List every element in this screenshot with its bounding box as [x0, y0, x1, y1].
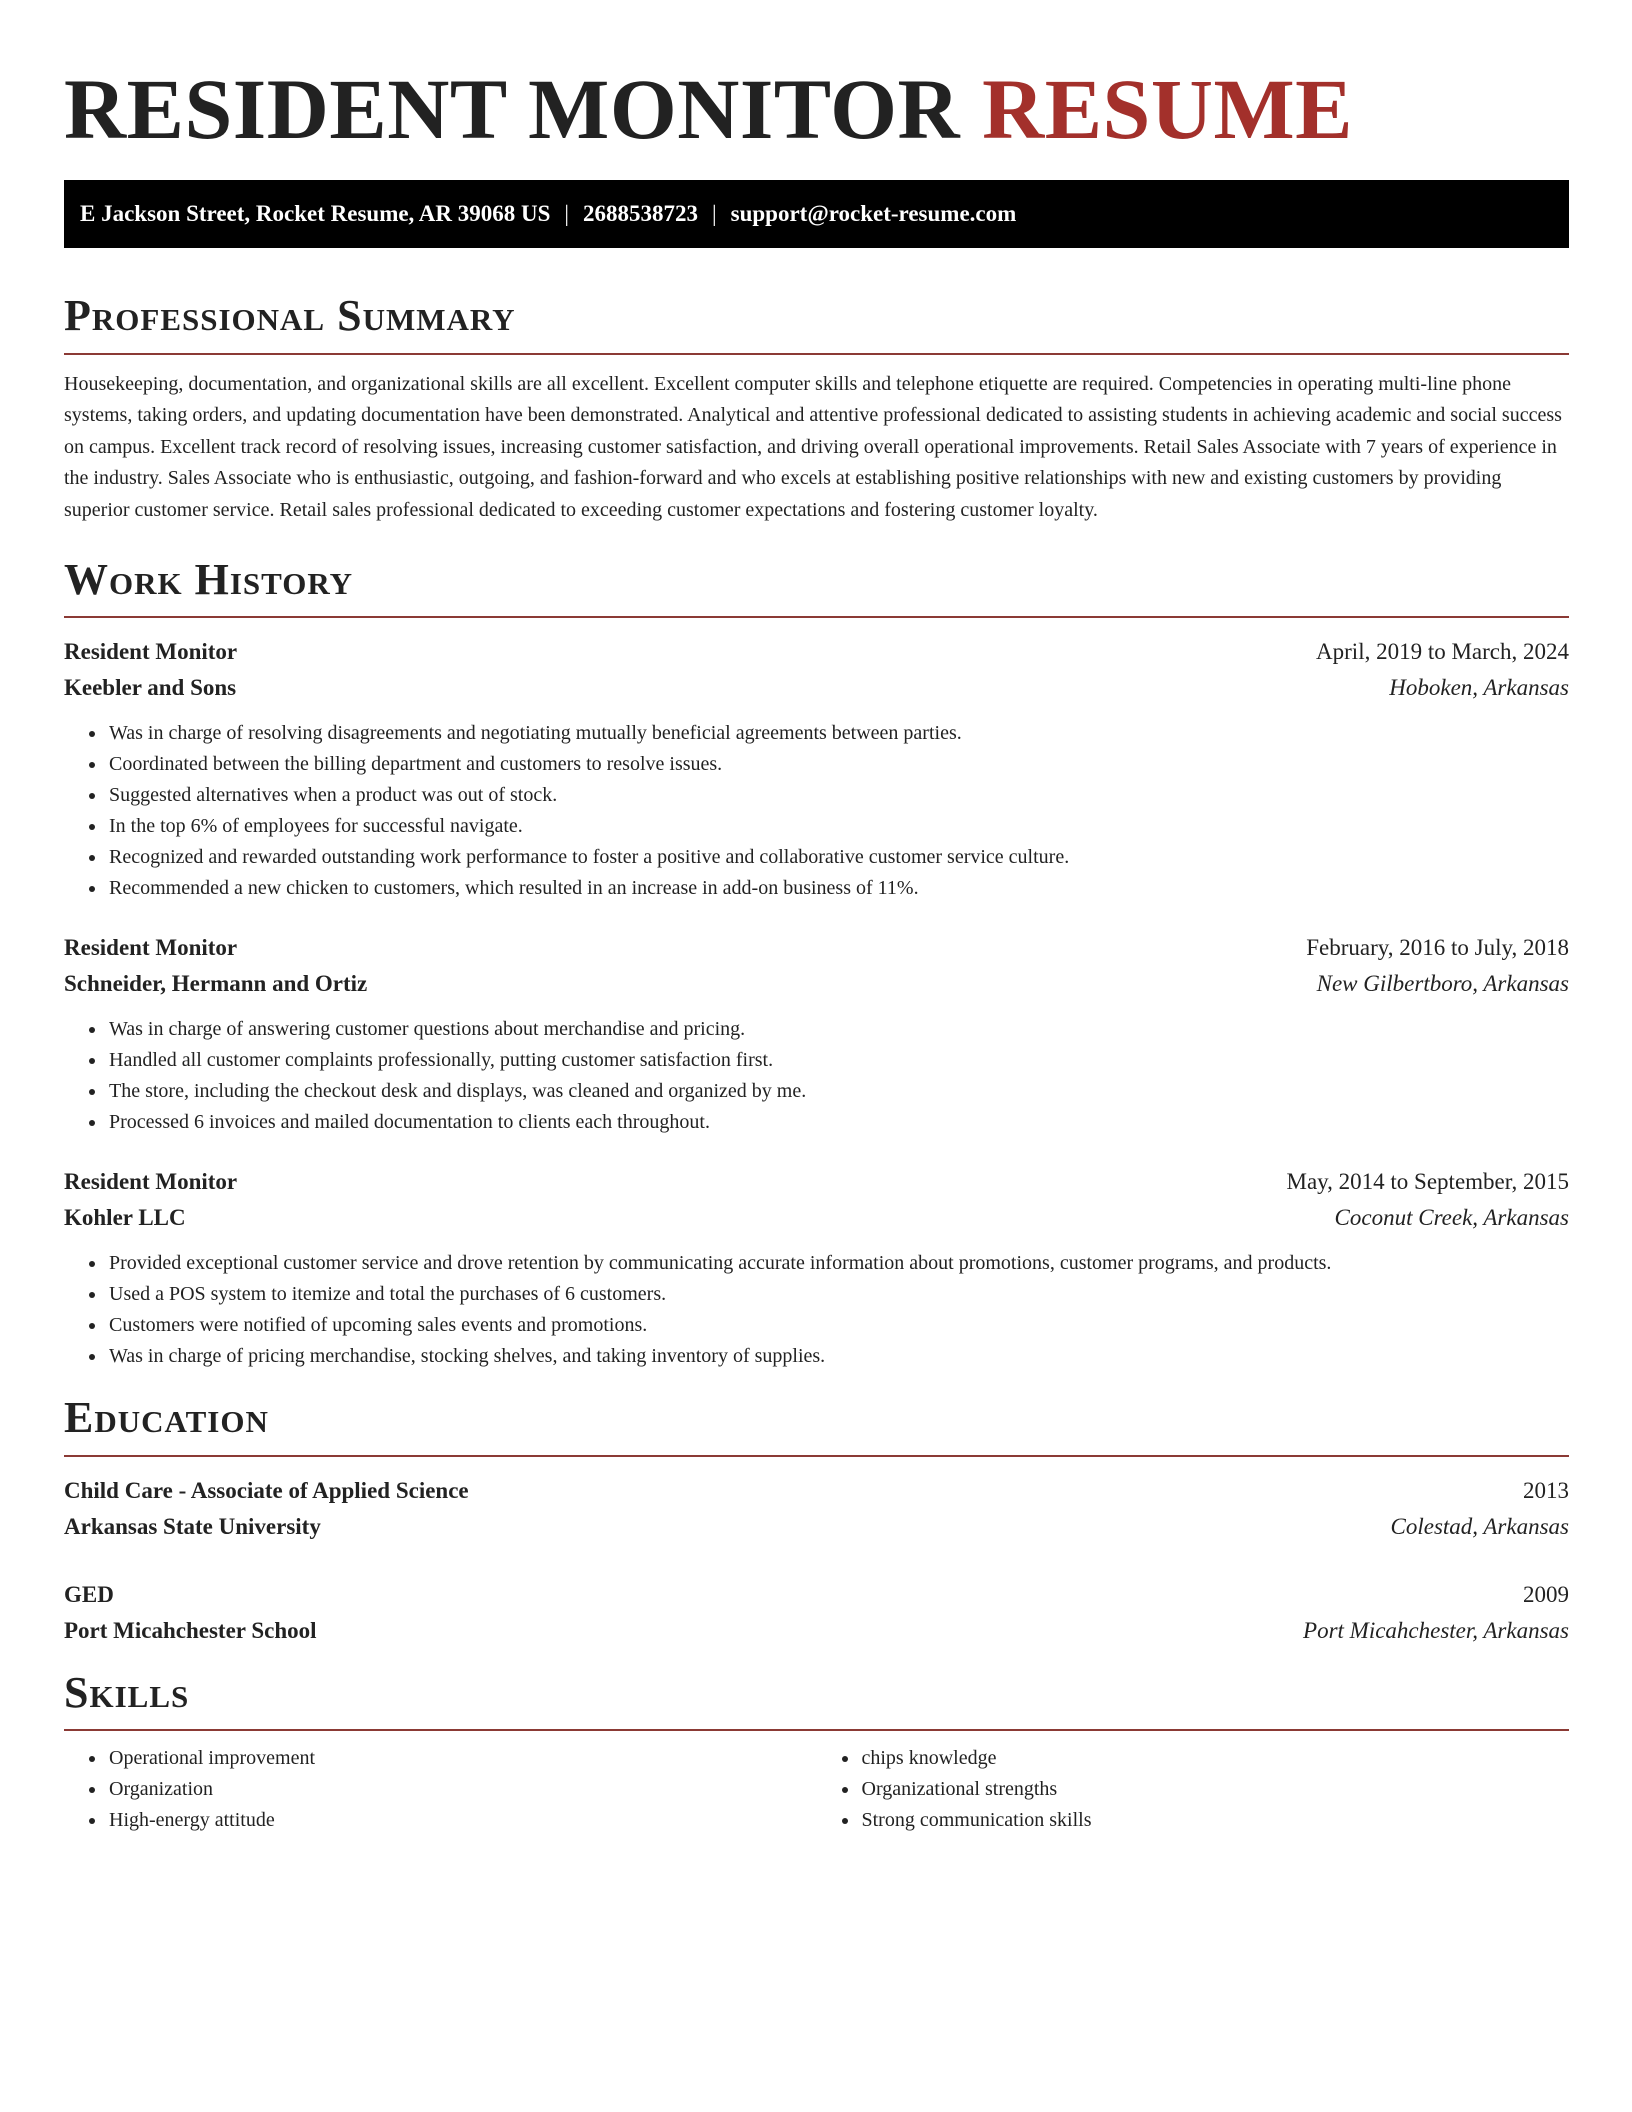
- contact-separator: |: [564, 201, 570, 227]
- education-header: [64, 1577, 1569, 1613]
- job-location: New Gilbertboro, Arkansas: [1316, 971, 1569, 997]
- job-bullet: • In the top 6% of employees for successful navigate.: [107, 811, 1569, 842]
- title-main: RESIDENT MONITOR: [64, 61, 961, 157]
- job-subheader: [64, 670, 1569, 706]
- job-location: Hoboken, Arkansas: [1389, 675, 1569, 701]
- skill-item: • Organizational strengths: [860, 1774, 1570, 1805]
- summary-heading: Professional Summary: [64, 292, 1569, 354]
- job-company: Schneider, Hermann and Ortiz: [64, 971, 368, 997]
- education-degree: GED: [64, 1581, 114, 1607]
- job-bullet: • Recognized and rewarded outstanding work performance to foster a positive and collaborative customer service culture.: [107, 842, 1569, 873]
- job-bullet: • Was in charge of pricing merchandise, stocking shelves, and taking inventory of supplies.: [107, 1341, 1569, 1372]
- education-heading: Education: [64, 1394, 1569, 1456]
- skill-item: • Organization: [107, 1774, 817, 1805]
- education-school: Arkansas State University: [64, 1513, 321, 1539]
- job-bullet: • Provided exceptional customer service and drove retention by communicating accurate information about promotions, customer programs, and products.: [107, 1248, 1569, 1279]
- contact-separator: |: [712, 201, 717, 227]
- resume-page: [64, 0, 1569, 1836]
- job-title: Resident Monitor: [64, 639, 238, 665]
- summary-text: Housekeeping, documentation, and organizational skills are all excellent. Excellent computer skills and telephone etiquette are required. Competencies in operating multi-line phone systems, taking orders, and updating documentation have been demonstrated. Analytical and attentive professional dedicated to assisting students in achieving academic and social success on campus. Excellent track record of resolving issues, increasing customer satisfaction, and driving overall operational improvements. Retail Sales Associate with 7 years of experience in the industry. Sales Associate who is enthusiastic, outgoing, and fashion-forward and who excels at establishing positive relationships with new and existing customers by providing superior customer service. Retail sales professional dedicated to exceeding customer expectations and fostering customer loyalty.: [64, 372, 1562, 521]
- summary-section: [64, 292, 1569, 526]
- job-entry: [64, 634, 1569, 904]
- title-accent: RESUME: [982, 61, 1354, 157]
- job-bullets: [64, 718, 1569, 904]
- education-location: Port Micahchester, Arkansas: [1303, 1617, 1569, 1643]
- work-history-section: [64, 556, 1569, 1372]
- job-bullets: [64, 1248, 1569, 1372]
- contact-phone: 2688538723: [583, 201, 699, 227]
- job-dates: May, 2014 to September, 2015: [1286, 1169, 1569, 1195]
- job-dates: February, 2016 to July, 2018: [1306, 935, 1569, 961]
- skills-columns: [64, 1743, 1569, 1836]
- skill-item: • chips knowledge: [860, 1743, 1570, 1774]
- skill-item: • Operational improvement: [107, 1743, 817, 1774]
- job-bullet: • Suggested alternatives when a product was out of stock.: [107, 780, 1569, 811]
- education-entry: [64, 1473, 1569, 1545]
- education-subheader: [64, 1509, 1569, 1545]
- job-company: Kohler LLC: [64, 1205, 186, 1231]
- job-header: [64, 634, 1569, 670]
- job-title: Resident Monitor: [64, 1169, 238, 1195]
- education-header: [64, 1473, 1569, 1509]
- resume-title: [64, 58, 1569, 161]
- job-bullet: • Was in charge of resolving disagreements and negotiating mutually beneficial agreements between parties.: [107, 718, 1569, 749]
- skills-section: [64, 1669, 1569, 1836]
- education-degree: Child Care - Associate of Applied Science: [64, 1477, 469, 1503]
- skill-item: • High-energy attitude: [107, 1805, 817, 1836]
- job-bullet: • The store, including the checkout desk and displays, was cleaned and organized by me.: [107, 1076, 1569, 1107]
- skills-list-right: [817, 1743, 1570, 1836]
- education-year: 2013: [1523, 1477, 1569, 1503]
- education-entry: [64, 1577, 1569, 1649]
- job-dates: April, 2019 to March, 2024: [1316, 639, 1569, 665]
- job-header: [64, 930, 1569, 966]
- contact-address: E Jackson Street, Rocket Resume, AR 39068 US: [80, 201, 551, 227]
- education-school: Port Micahchester School: [64, 1617, 317, 1643]
- job-header: [64, 1164, 1569, 1200]
- education-year: 2009: [1523, 1581, 1569, 1607]
- contact-email: support@rocket-resume.com: [730, 201, 1017, 227]
- job-bullet: • Was in charge of answering customer questions about merchandise and pricing.: [107, 1014, 1569, 1045]
- job-entry: [64, 1164, 1569, 1372]
- job-bullet: • Used a POS system to itemize and total the purchases of 6 customers.: [107, 1279, 1569, 1310]
- job-bullets: [64, 1014, 1569, 1138]
- skills-heading: Skills: [64, 1669, 1569, 1731]
- job-bullet: • Handled all customer complaints professionally, putting customer satisfaction first.: [107, 1045, 1569, 1076]
- education-section: [64, 1394, 1569, 1648]
- contact-bar: [64, 180, 1569, 248]
- job-bullet: • Recommended a new chicken to customers, which resulted in an increase in add-on business of 11%.: [107, 873, 1569, 904]
- job-subheader: [64, 1200, 1569, 1236]
- job-entry: [64, 930, 1569, 1138]
- education-subheader: [64, 1613, 1569, 1649]
- job-title: Resident Monitor: [64, 935, 238, 961]
- education-location: Colestad, Arkansas: [1390, 1513, 1569, 1539]
- skill-item: • Strong communication skills: [860, 1805, 1570, 1836]
- job-location: Coconut Creek, Arkansas: [1334, 1205, 1569, 1231]
- job-bullet: • Processed 6 invoices and mailed documentation to clients each throughout.: [107, 1107, 1569, 1138]
- skills-list-left: [64, 1743, 817, 1836]
- job-bullet: • Customers were notified of upcoming sales events and promotions.: [107, 1310, 1569, 1341]
- job-company: Keebler and Sons: [64, 675, 237, 701]
- job-bullet: • Coordinated between the billing department and customers to resolve issues.: [107, 749, 1569, 780]
- work-history-heading: Work History: [64, 556, 1569, 618]
- job-subheader: [64, 966, 1569, 1002]
